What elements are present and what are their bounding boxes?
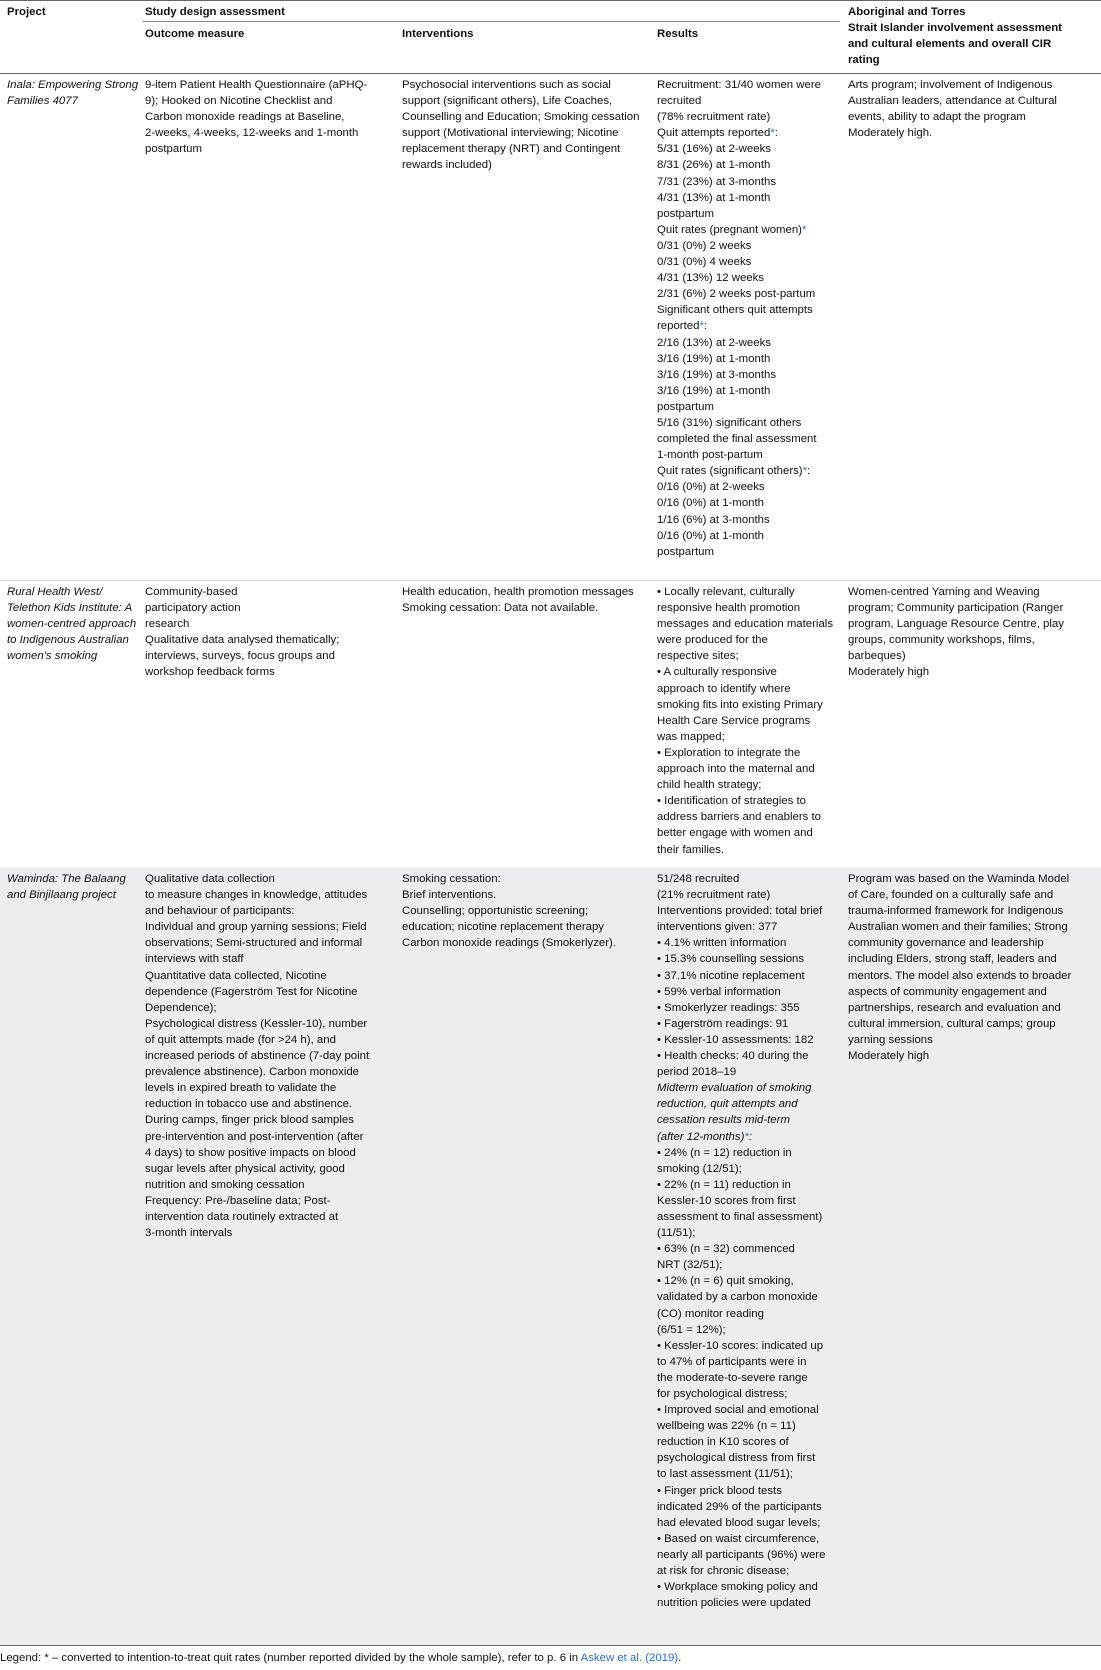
- header-results: Results: [657, 28, 699, 40]
- header-outcome: Outcome measure: [145, 28, 245, 40]
- table-legend: [0, 1650, 1101, 1666]
- header-aboriginal: Aboriginal and Torres Strait Islander involvement assessment and cultural elements and overall CIR rating: [848, 6, 1062, 67]
- study-design-rule: [143, 21, 840, 22]
- header-project: Project: [7, 6, 46, 18]
- results-cell: Recruitment: 31/40 women were recruited (78% recruitment rate) Quit attempts reported*: 5/31 (16%) at 2-weeks 8/31 (26%) at 1-month 7/31 (23%) at 3-months 4/31 (13%) at 1-month postpartum Quit rates (pregnant women)* 0/31 (0%) 2 weeks 0/31 (0%) 4 weeks 4/31 (13%) 12 weeks 2/31 (6%) 2 weeks post-partum Significant others quit attempts reported*: 2/16 (13%) at 2-weeks 3/16 (19%) at 1-month 3/16 (19%) at 3-months 3/16 (19%) at 1-month postpartum 5/16 (31%) significant others completed the final assessment 1-month post-partum Quit rates (significant others)*: 0/16 (0%) at 2-weeks 0/16 (0%) at 1-month 1/16 (6%) at 3-months 0/16 (0%) at 1-month postpartum: [657, 79, 821, 558]
- legend-text: Legend: * – converted to intention-to-treat quit rates (number reported divided by the whole sample), refer to p. 6 in: [0, 1652, 581, 1664]
- interventions-cell: Health education, health promotion messages Smoking cessation: Data not available.: [402, 586, 634, 615]
- table-header: [0, 0, 1101, 74]
- project-cell: Rural Health West/ Telethon Kids Institute: A women-centred approach to Indigenous Australian women's smoking: [7, 586, 137, 663]
- outcome-cell: Community-based participatory action research Qualitative data analysed thematically; interviews, surveys, focus groups and workshop feedback forms: [145, 586, 340, 679]
- interventions-cell: Psychosocial interventions such as social support (significant others), Life Coaches, Counselling and Education; Smoking cessation support (Motivational interviewing; Nicotine replacement therapy (NRT) and Contingent rewards included): [402, 79, 640, 172]
- interventions-cell: Smoking cessation: Brief interventions. Counselling; opportunistic screening; education; nicotine replacement therapy Carbon monoxide readings (Smokerlyzer).: [402, 873, 616, 950]
- legend-end: .: [678, 1652, 682, 1664]
- header-study-design: Study design assessment: [145, 6, 285, 18]
- results-cell: • Locally relevant, culturally responsive health promotion messages and education materials were produced for the respective sites; • A culturally responsive approach to identify where smoking fits into existing Primary Health Care Service programs was mapped; • Exploration to integrate the approach into the maternal and child health strategy; • Identification of strategies to address barriers and enablers to better engage with women and their families.: [657, 586, 834, 856]
- project-cell: Waminda: The Balaang and Binjilaang project: [7, 873, 126, 902]
- table-row: [0, 580, 1101, 868]
- aboriginal-cell: Women-centred Yarning and Weaving program; Community participation (Ranger program, Language Resource Centre, play groups, community workshops, films, barbeques) Moderately high: [848, 586, 1064, 679]
- aboriginal-cell: Program was based on the Waminda Model of Care, founded on a culturally safe and trauma-informed framework for Indigenous Australian women and their families; Strong community governance and leadership including Elders, strong staff, leaders and mentors. The model also extends to broader aspects of community engagement and partnerships, research and evaluation and cultural immersion, cultural camps; group yarning sessions Moderately high: [848, 873, 1072, 1063]
- outcome-cell: Qualitative data collection to measure changes in knowledge, attitudes and behaviour of participants: Individual and group yarning sessions; Field observations; Semi-structured and informal interviews with staff Quantitative data collected, Nicotine dependence (Fagerström Test for Nicotine Dependence); Psychological distress (Kessler-10), number of quit attempts made (for >24 h), and increased periods of abstinence (7-day point prevalence abstinence). Carbon monoxide levels in expired breath to validate the reduction in tobacco use and abstinence. During camps, finger prick blood samples pre-intervention and post-intervention (after 4 days) to show positive impacts on blood sugar levels after physical activity, good nutrition and smoking cessation Frequency: Pre-/baseline data; Post- intervention data routinely extracted at 3-month intervals: [145, 873, 370, 1240]
- aboriginal-cell: Arts program; involvement of Indigenous Australian leaders, attendance at Cultural events, ability to adapt the program Moderately high.: [848, 79, 1057, 140]
- outcome-cell: 9-item Patient Health Questionnaire (aPHQ- 9); Hooked on Nicotine Checklist and Carbon monoxide readings at Baseline, 2-weeks, 4-weeks, 12-weeks and 1-month postpartum: [145, 79, 368, 156]
- project-cell: Inala: Empowering Strong Families 4077: [7, 79, 139, 108]
- citation-link[interactable]: Askew et al. (2019): [580, 1652, 679, 1664]
- table-row: [0, 867, 1101, 1646]
- table-row: [0, 73, 1101, 581]
- header-interventions: Interventions: [402, 28, 474, 40]
- results-cell: 51/248 recruited (21% recruitment rate) Interventions provided: total brief interventions given: 377 • 4.1% written information • 15.3% counselling sessions • 37.1% nicotine replacement • 59% verbal information • Smokerlyzer readings: 355 • Fagerström readings: 91 • Kessler-10 assessments: 182 • Health checks: 40 during the period 2018–19 Midterm evaluation of smoking reduction, quit attempts and cessation results mid-term (after 12-months)*: • 24% (n = 12) reduction in smoking (12/51); • 22% (n = 11) reduction in Kessler-10 scores from first assessment to final assessment) (11/51); • 63% (n = 32) commenced NRT (32/51); • 12% (n = 6) quit smoking, validated by a carbon monoxide (CO) monitor reading (6/51 = 12%); • Kessler-10 scores: indicated up to 47% of participants were in the moderate-to-severe range for psychological distress; • Improved social and emotional wellbeing was 22% (n = 11) reduction in K10 scores of psychological distress from first to last assessment (11/51); • Finger prick blood tests indicated 29% of the participants had elevated blood sugar levels; • Based on waist circumference, nearly all participants (96%) were at risk for chronic disease; • Workplace smoking policy and nutrition policies were updated: [657, 873, 826, 1610]
